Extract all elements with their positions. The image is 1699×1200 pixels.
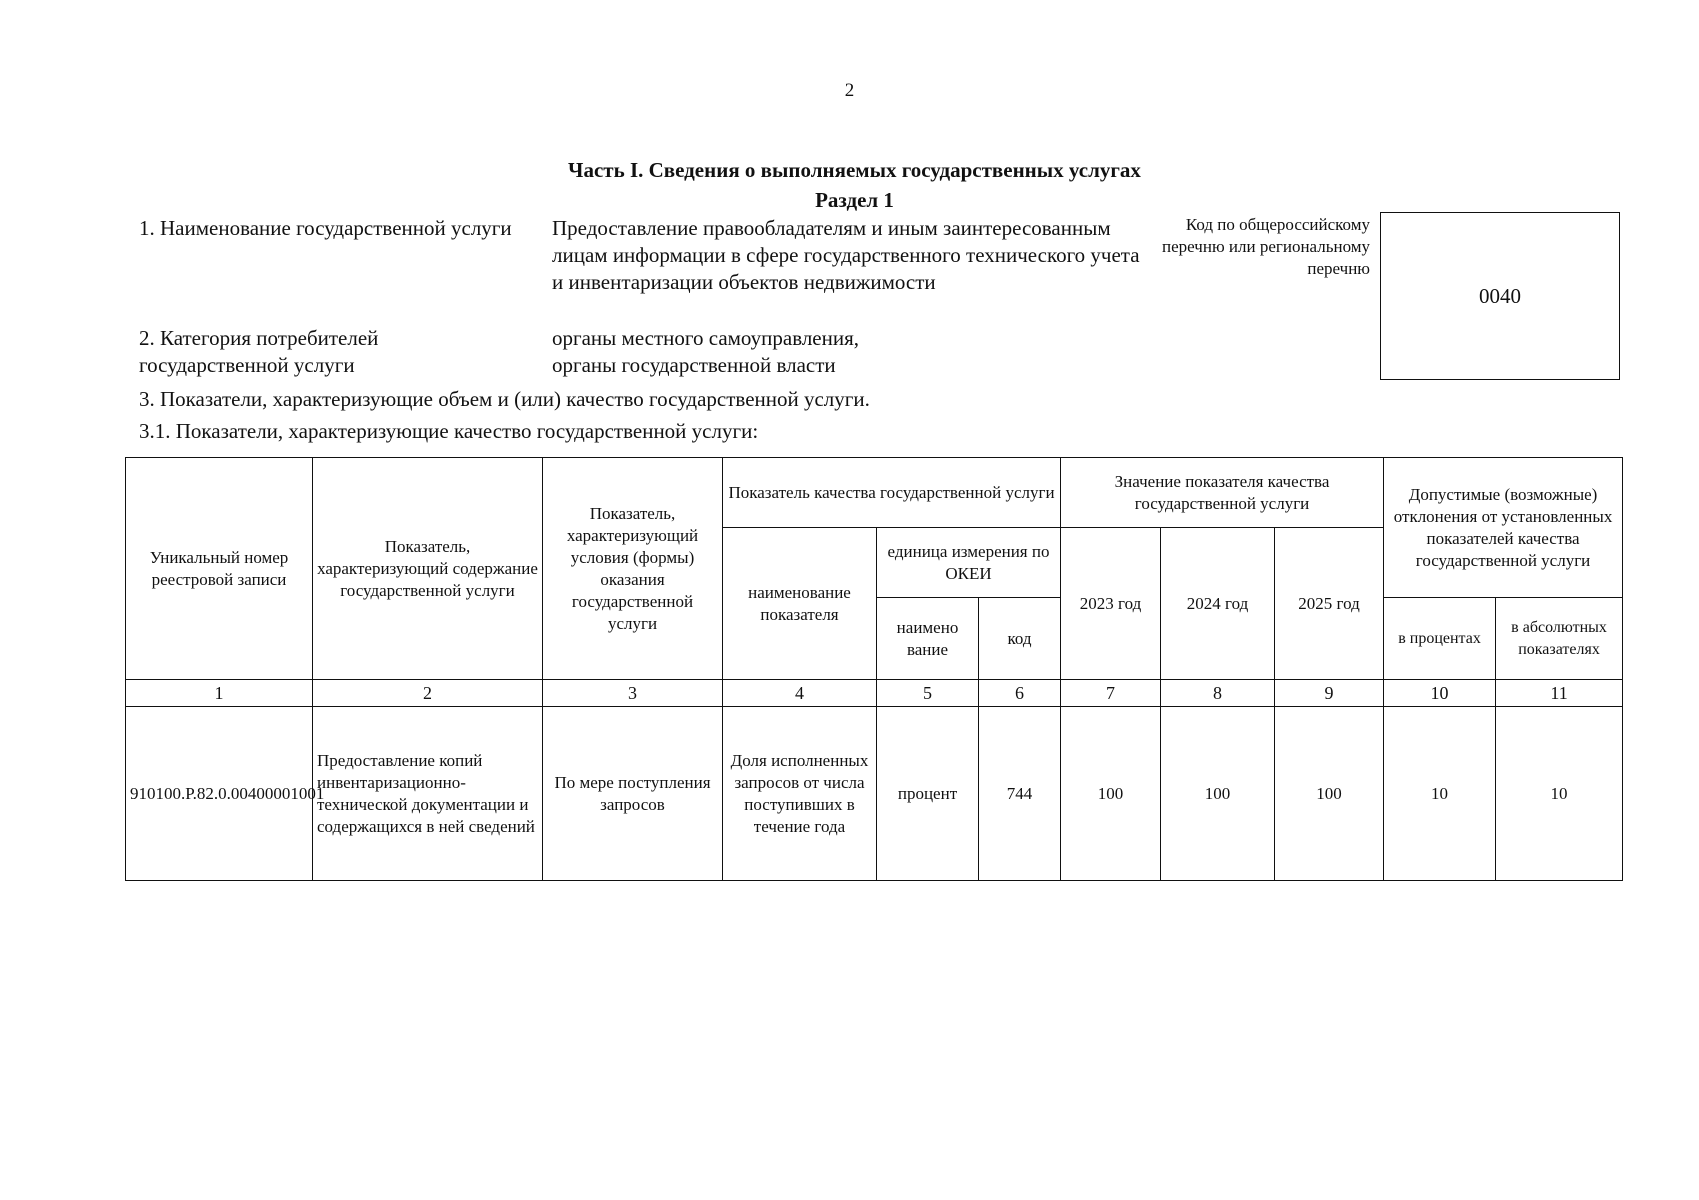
part-title: Часть I. Сведения о выполняемых государственных услугах <box>568 158 1141 182</box>
cell-indicator-name: Доля исполненных запросов от числа поступивших в течение года <box>723 707 877 881</box>
header-quality-indicator: Показатель качества государственной услуги <box>723 458 1061 528</box>
cell-content: Предоставление копий инвентаризационно-технической документации и содержащихся в ней сведений <box>313 707 543 881</box>
cell-unit-name: процент <box>877 707 979 881</box>
header-deviation-percent: в процентах <box>1384 598 1496 680</box>
consumer-category-label: 2. Категория потребителей государственной услуги <box>139 326 379 377</box>
column-number: 8 <box>1161 680 1275 707</box>
header-indicator-name: наименование показателя <box>723 528 877 680</box>
cell-value-2024: 100 <box>1161 707 1275 881</box>
column-number: 11 <box>1496 680 1623 707</box>
registry-code-value: 0040 <box>1479 283 1521 308</box>
header-conditions-indicator: Показатель, характеризующий условия (формы) оказания государственной услуги <box>543 458 723 680</box>
column-number: 6 <box>979 680 1061 707</box>
header-unit-code: код <box>979 598 1061 680</box>
column-number: 1 <box>126 680 313 707</box>
consumer-category-line-2: органы государственной власти <box>552 353 836 377</box>
heading-indicators: 3. Показатели, характеризующие объем и (или) качество государственной услуги. <box>139 387 870 411</box>
table-row <box>126 707 1623 881</box>
header-registry-number: Уникальный номер реестровой записи <box>126 458 313 680</box>
header-content-indicator: Показатель, характеризующий содержание государственной услуги <box>313 458 543 680</box>
column-number: 3 <box>543 680 723 707</box>
heading-quality-indicators: 3.1. Показатели, характеризующие качество государственной услуги: <box>139 419 759 443</box>
page-number: 2 <box>844 80 855 101</box>
quality-indicators-table <box>125 457 1623 881</box>
cell-deviation-percent: 10 <box>1384 707 1496 881</box>
column-number: 7 <box>1061 680 1161 707</box>
header-year-2023: 2023 год <box>1061 528 1161 680</box>
column-number: 9 <box>1275 680 1384 707</box>
service-name-value: Предоставление правообладателям и иным заинтересованным лицам информации в сфере государственного технического учета и инвентаризации объектов недвижимости <box>552 216 1140 294</box>
service-name-label: 1. Наименование государственной услуги <box>139 216 512 240</box>
cell-value-2025: 100 <box>1275 707 1384 881</box>
header-deviations: Допустимые (возможные) отклонения от установленных показателей качества государственной услуги <box>1384 458 1623 598</box>
cell-value-2023: 100 <box>1061 707 1161 881</box>
column-number: 10 <box>1384 680 1496 707</box>
cell-unit-code: 744 <box>979 707 1061 881</box>
cell-registry-number: 910100.Р.82.0.00400001001 <box>126 707 313 881</box>
cell-deviation-absolute: 10 <box>1496 707 1623 881</box>
header-year-2024: 2024 год <box>1161 528 1275 680</box>
column-number-row <box>126 680 1623 707</box>
registry-code-box <box>1380 212 1620 380</box>
header-unit-okei: единица измерения по ОКЕИ <box>877 528 1061 598</box>
header-quality-value: Значение показателя качества государственной услуги <box>1061 458 1384 528</box>
column-number: 2 <box>313 680 543 707</box>
header-deviation-absolute: в абсолютных показателях <box>1496 598 1623 680</box>
section-title: Раздел 1 <box>815 188 894 212</box>
header-row-1 <box>126 458 1623 528</box>
registry-code-label: Код по общероссийскому перечню или региональному перечню <box>1162 215 1370 278</box>
column-number: 5 <box>877 680 979 707</box>
header-unit-name: наимено вание <box>877 598 979 680</box>
cell-conditions: По мере поступления запросов <box>543 707 723 881</box>
column-number: 4 <box>723 680 877 707</box>
consumer-category-value <box>552 325 1152 379</box>
consumer-category-line-1: органы местного самоуправления, <box>552 326 860 350</box>
header-year-2025: 2025 год <box>1275 528 1384 680</box>
